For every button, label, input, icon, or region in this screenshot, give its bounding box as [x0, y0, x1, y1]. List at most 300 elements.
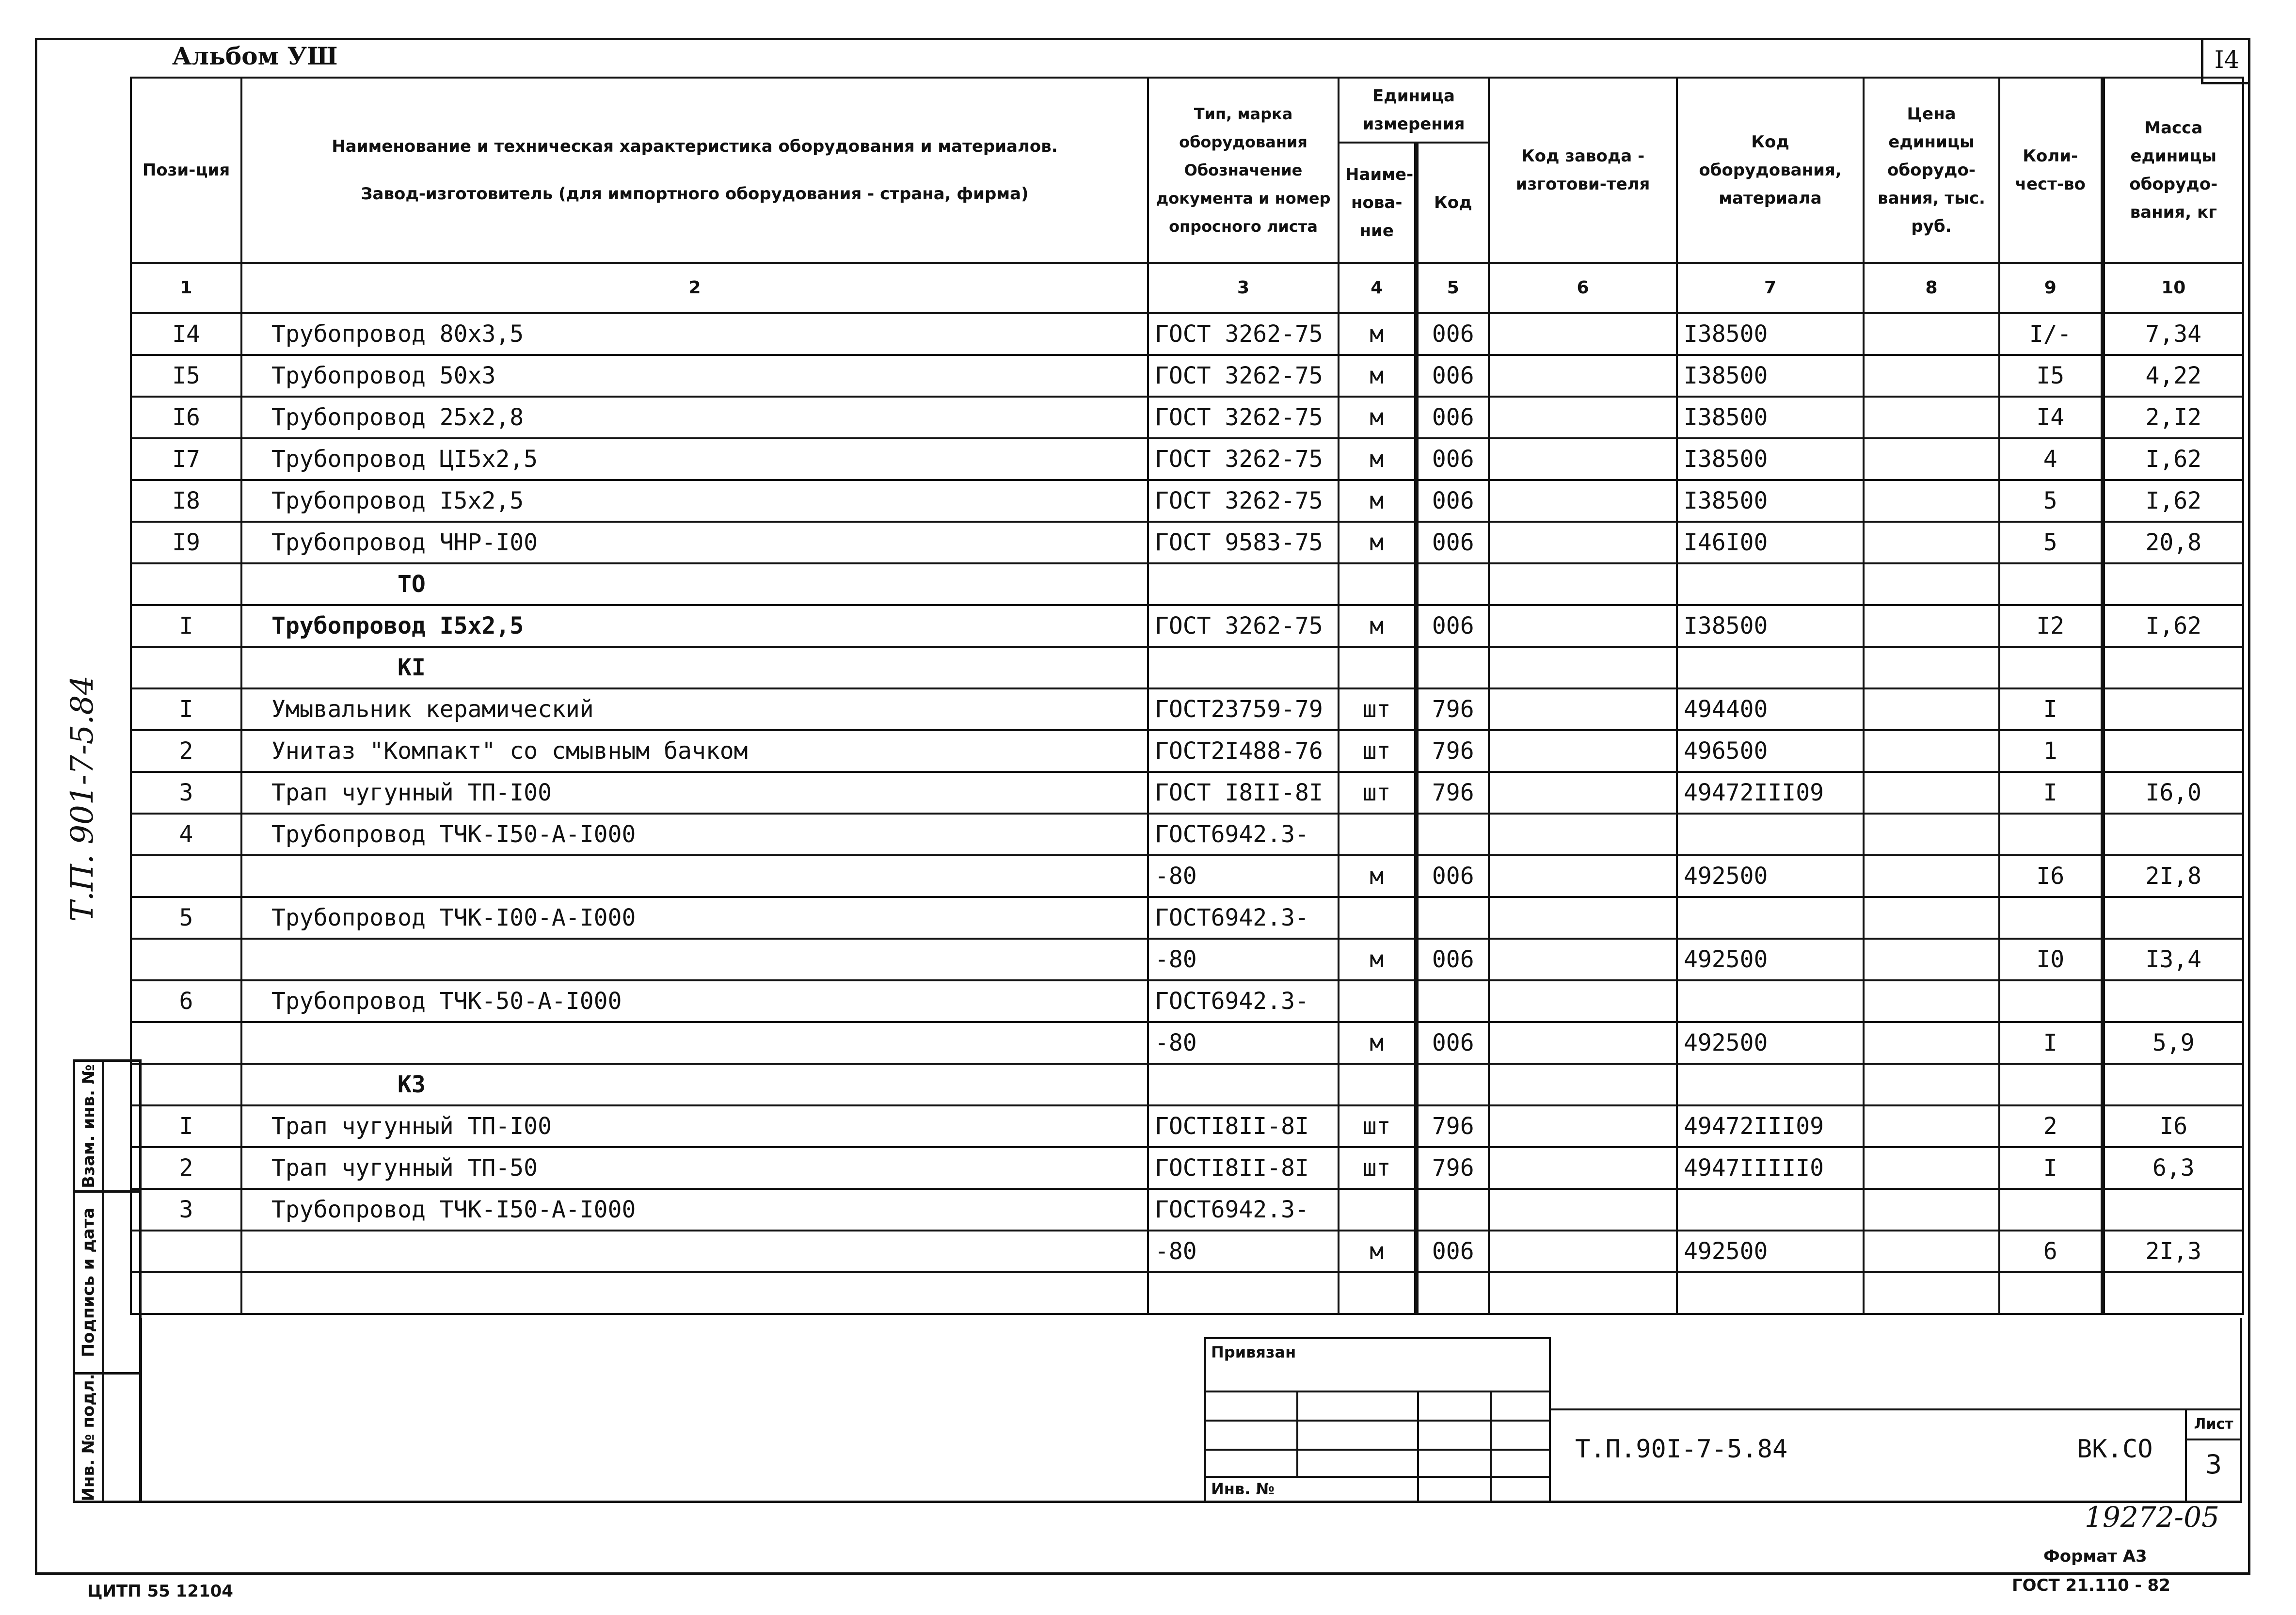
row-document	[1148, 1064, 1339, 1105]
row-quantity: 4	[1999, 438, 2103, 480]
row-unit-code: 796	[1416, 730, 1489, 772]
row-position	[131, 1022, 241, 1064]
title-block-main	[1549, 1408, 2242, 1503]
row-factory-code	[1489, 1105, 1677, 1147]
table-row	[131, 855, 2243, 897]
row-name: Унитаз "Компакт" со смывным бачком	[241, 730, 1148, 772]
page-number-box: I4	[2201, 38, 2250, 84]
row-document	[1148, 563, 1339, 605]
format-label: Формат А3	[2043, 1547, 2147, 1566]
row-quantity: I0	[1999, 939, 2103, 980]
row-mass	[2103, 730, 2243, 772]
inv-original-block	[73, 1372, 142, 1503]
row-mass: 5,9	[2103, 1022, 2243, 1064]
row-unit-code: 796	[1416, 1105, 1489, 1147]
row-equipment-code: I38500	[1677, 480, 1864, 522]
table-row	[131, 563, 2243, 605]
row-unit-code	[1416, 814, 1489, 855]
row-name: Трап чугунный ТП-I00	[241, 772, 1148, 814]
row-document: ГОСТ 3262-75	[1148, 313, 1339, 355]
table-row	[131, 605, 2243, 647]
row-unit-name	[1339, 980, 1416, 1022]
table-row	[131, 1064, 2243, 1105]
row-factory-code	[1489, 397, 1677, 438]
drawing-mark: ВК.СО	[2077, 1435, 2153, 1464]
row-mass: I6	[2103, 1105, 2243, 1147]
bound-label: Привязан	[1211, 1343, 1296, 1361]
table-row	[131, 355, 2243, 397]
row-document: ГОСТI8II-8I	[1148, 1147, 1339, 1189]
row-unit-code: 006	[1416, 1022, 1489, 1064]
table-row	[131, 522, 2243, 563]
row-unit-name	[1339, 1064, 1416, 1105]
row-quantity	[1999, 1272, 2103, 1314]
row-position: I	[131, 605, 241, 647]
row-document: ГОСТ I8II-8I	[1148, 772, 1339, 814]
row-position	[131, 855, 241, 897]
table-row	[131, 897, 2243, 939]
row-unit-code: 006	[1416, 438, 1489, 480]
row-equipment-code: I46I00	[1677, 522, 1864, 563]
row-factory-code	[1489, 1231, 1677, 1272]
row-quantity: I	[1999, 1147, 2103, 1189]
row-equipment-code	[1677, 647, 1864, 688]
row-unit-code: 006	[1416, 605, 1489, 647]
row-position	[131, 563, 241, 605]
row-name: Трап чугунный ТП-I00	[241, 1105, 1148, 1147]
row-mass	[2103, 647, 2243, 688]
column-number: 8	[1864, 263, 1999, 313]
row-unit-name	[1339, 814, 1416, 855]
replace-inv-label: Взам. инв. №	[79, 1064, 98, 1188]
row-document: ГОСТ 9583-75	[1148, 522, 1339, 563]
header-name-line1: Наименование и техническая характеристика оборудования и материалов.	[332, 137, 1058, 156]
header-position: Пози-ция	[131, 78, 241, 263]
side-code-text: Т.П. 901-7-5.84	[64, 675, 100, 922]
row-name: Трубопровод I5x2,5	[241, 605, 1148, 647]
row-position: 3	[131, 1189, 241, 1231]
row-name: Трубопровод 25x2,8	[241, 397, 1148, 438]
row-name: Трубопровод 50x3	[241, 355, 1148, 397]
row-price	[1864, 897, 1999, 939]
row-unit-code	[1416, 980, 1489, 1022]
row-unit-name: шт	[1339, 1105, 1416, 1147]
row-price	[1864, 438, 1999, 480]
row-mass	[2103, 814, 2243, 855]
sheet-number: 3	[2205, 1449, 2222, 1480]
row-quantity: I5	[1999, 355, 2103, 397]
row-unit-code	[1416, 1189, 1489, 1231]
row-factory-code	[1489, 1189, 1677, 1231]
row-position: I9	[131, 522, 241, 563]
row-mass: I6,0	[2103, 772, 2243, 814]
row-document: ГОСТ 3262-75	[1148, 605, 1339, 647]
row-name: Умывальник керамический	[241, 688, 1148, 730]
row-equipment-code	[1677, 1189, 1864, 1231]
row-price	[1864, 1272, 1999, 1314]
row-unit-code: 796	[1416, 772, 1489, 814]
row-price	[1864, 939, 1999, 980]
row-factory-code	[1489, 939, 1677, 980]
row-unit-code	[1416, 1272, 1489, 1314]
specification-table	[130, 77, 2244, 1315]
row-factory-code	[1489, 1147, 1677, 1189]
header-unit-code: Код	[1416, 143, 1489, 263]
row-position: 5	[131, 897, 241, 939]
row-factory-code	[1489, 1064, 1677, 1105]
row-name: КI	[241, 647, 1148, 688]
row-unit-name	[1339, 897, 1416, 939]
row-document: ГОСТ 3262-75	[1148, 438, 1339, 480]
row-mass: 4,22	[2103, 355, 2243, 397]
row-price	[1864, 647, 1999, 688]
row-quantity: 5	[1999, 522, 2103, 563]
row-factory-code	[1489, 1272, 1677, 1314]
row-position: 2	[131, 1147, 241, 1189]
table-row	[131, 480, 2243, 522]
row-unit-code: 006	[1416, 939, 1489, 980]
row-factory-code	[1489, 605, 1677, 647]
row-quantity: I2	[1999, 605, 2103, 647]
row-factory-code	[1489, 1022, 1677, 1064]
row-equipment-code: I38500	[1677, 605, 1864, 647]
row-name: ТО	[241, 563, 1148, 605]
row-unit-name: м	[1339, 313, 1416, 355]
table-row	[131, 1147, 2243, 1189]
row-unit-name: м	[1339, 480, 1416, 522]
row-name: Трап чугунный ТП-50	[241, 1147, 1148, 1189]
row-position: 3	[131, 772, 241, 814]
row-price	[1864, 313, 1999, 355]
header-quantity: Коли-чест-во	[1999, 78, 2103, 263]
row-equipment-code: I38500	[1677, 355, 1864, 397]
row-mass: I,62	[2103, 605, 2243, 647]
sign-date-block	[73, 1190, 142, 1375]
row-equipment-code: I38500	[1677, 438, 1864, 480]
table-row	[131, 313, 2243, 355]
row-factory-code	[1489, 855, 1677, 897]
row-name	[241, 1272, 1148, 1314]
row-equipment-code	[1677, 897, 1864, 939]
row-unit-name: м	[1339, 1231, 1416, 1272]
row-mass: I3,4	[2103, 939, 2243, 980]
album-title: Альбом УШ	[172, 42, 338, 70]
row-document: -80	[1148, 1022, 1339, 1064]
row-position: I	[131, 1105, 241, 1147]
row-equipment-code: I38500	[1677, 397, 1864, 438]
row-name: Трубопровод ЦI5x2,5	[241, 438, 1148, 480]
header-price: Цена единицы оборудо-вания, тыс. руб.	[1864, 78, 1999, 263]
row-unit-name: шт	[1339, 730, 1416, 772]
row-price	[1864, 355, 1999, 397]
project-code: Т.П.90I-7-5.84	[1575, 1435, 1788, 1464]
header-type: Тип, марка оборудования Обозначение документа и номер опросного листа	[1148, 78, 1339, 263]
row-factory-code	[1489, 355, 1677, 397]
row-position: 6	[131, 980, 241, 1022]
row-position	[131, 1231, 241, 1272]
row-position: 4	[131, 814, 241, 855]
sheet-box	[2185, 1410, 2240, 1503]
row-equipment-code: 4947IIIII0	[1677, 1147, 1864, 1189]
row-factory-code	[1489, 313, 1677, 355]
row-factory-code	[1489, 647, 1677, 688]
row-quantity: I	[1999, 688, 2103, 730]
row-unit-name	[1339, 1189, 1416, 1231]
row-quantity	[1999, 814, 2103, 855]
row-name: Трубопровод ТЧК-50-А-I000	[241, 980, 1148, 1022]
column-number: 6	[1489, 263, 1677, 313]
row-mass	[2103, 688, 2243, 730]
row-name: Трубопровод ЧНР-I00	[241, 522, 1148, 563]
row-factory-code	[1489, 980, 1677, 1022]
row-equipment-code: 492500	[1677, 939, 1864, 980]
row-document: ГОСТ23759-79	[1148, 688, 1339, 730]
row-price	[1864, 855, 1999, 897]
row-mass	[2103, 1272, 2243, 1314]
row-unit-name: м	[1339, 522, 1416, 563]
row-price	[1864, 1064, 1999, 1105]
header-mass: Масса единицы оборудо-вания, кг	[2103, 78, 2243, 263]
column-number: 1	[131, 263, 241, 313]
row-factory-code	[1489, 897, 1677, 939]
row-document: -80	[1148, 855, 1339, 897]
row-name	[241, 939, 1148, 980]
row-price	[1864, 688, 1999, 730]
row-mass: 2I,8	[2103, 855, 2243, 897]
table-row	[131, 438, 2243, 480]
row-quantity: I/-	[1999, 313, 2103, 355]
row-unit-code: 006	[1416, 355, 1489, 397]
table-row	[131, 397, 2243, 438]
row-document: ГОСТ 3262-75	[1148, 397, 1339, 438]
row-price	[1864, 730, 1999, 772]
row-mass	[2103, 897, 2243, 939]
row-price	[1864, 1147, 1999, 1189]
row-document: -80	[1148, 939, 1339, 980]
row-quantity	[1999, 897, 2103, 939]
row-position: I	[131, 688, 241, 730]
sheet-label: Лист	[2187, 1410, 2240, 1440]
row-quantity	[1999, 647, 2103, 688]
row-unit-name: шт	[1339, 1147, 1416, 1189]
column-number: 3	[1148, 263, 1339, 313]
row-equipment-code: 496500	[1677, 730, 1864, 772]
header-name	[241, 78, 1148, 263]
row-equipment-code: 49472III09	[1677, 1105, 1864, 1147]
row-quantity: I4	[1999, 397, 2103, 438]
row-document	[1148, 647, 1339, 688]
row-unit-name: шт	[1339, 772, 1416, 814]
row-unit-code	[1416, 1064, 1489, 1105]
row-position	[131, 939, 241, 980]
row-factory-code	[1489, 480, 1677, 522]
row-unit-name: м	[1339, 438, 1416, 480]
row-name: Трубопровод ТЧК-I50-А-I000	[241, 1189, 1148, 1231]
row-factory-code	[1489, 438, 1677, 480]
row-price	[1864, 1105, 1999, 1147]
row-equipment-code	[1677, 1272, 1864, 1314]
row-document: ГОСТ6942.3-	[1148, 980, 1339, 1022]
row-unit-name: м	[1339, 355, 1416, 397]
header-name-line2: Завод-изготовитель (для импортного оборудования - страна, фирма)	[361, 184, 1029, 204]
column-number: 10	[2103, 263, 2243, 313]
header-factory-code: Код завода - изготови-теля	[1489, 78, 1677, 263]
row-quantity: 2	[1999, 1105, 2103, 1147]
row-position: 2	[131, 730, 241, 772]
table-body	[131, 313, 2243, 1314]
row-position	[131, 1272, 241, 1314]
column-number: 7	[1677, 263, 1864, 313]
row-unit-name: м	[1339, 939, 1416, 980]
row-position: I5	[131, 355, 241, 397]
table-row	[131, 647, 2243, 688]
row-unit-name: м	[1339, 397, 1416, 438]
row-position	[131, 1064, 241, 1105]
row-equipment-code: 494400	[1677, 688, 1864, 730]
row-quantity	[1999, 980, 2103, 1022]
replace-inv-block	[73, 1059, 142, 1193]
row-mass: 2I,3	[2103, 1231, 2243, 1272]
row-unit-name: м	[1339, 605, 1416, 647]
row-price	[1864, 397, 1999, 438]
row-unit-code: 006	[1416, 480, 1489, 522]
row-price	[1864, 522, 1999, 563]
printer-label: ЦИТП 55 12104	[87, 1582, 233, 1601]
row-factory-code	[1489, 730, 1677, 772]
row-name: Трубопровод ТЧК-I00-А-I000	[241, 897, 1148, 939]
row-unit-code	[1416, 897, 1489, 939]
inv-no-label: Инв. №	[1211, 1480, 1275, 1498]
row-document: ГОСТ6942.3-	[1148, 814, 1339, 855]
gost-label: ГОСТ 21.110 - 82	[2012, 1576, 2170, 1595]
row-unit-code: 796	[1416, 688, 1489, 730]
row-unit-code: 006	[1416, 1231, 1489, 1272]
row-factory-code	[1489, 772, 1677, 814]
table-row	[131, 814, 2243, 855]
row-unit-code: 796	[1416, 1147, 1489, 1189]
row-document: ГОСТ6942.3-	[1148, 897, 1339, 939]
table-row	[131, 1105, 2243, 1147]
row-equipment-code: 492500	[1677, 855, 1864, 897]
row-unit-name: м	[1339, 855, 1416, 897]
row-unit-code: 006	[1416, 522, 1489, 563]
row-factory-code	[1489, 563, 1677, 605]
table-row	[131, 688, 2243, 730]
row-mass: 20,8	[2103, 522, 2243, 563]
row-unit-name: м	[1339, 1022, 1416, 1064]
table-row	[131, 1272, 2243, 1314]
row-mass: 2,I2	[2103, 397, 2243, 438]
row-equipment-code: 492500	[1677, 1231, 1864, 1272]
row-equipment-code	[1677, 980, 1864, 1022]
row-unit-name	[1339, 1272, 1416, 1314]
row-unit-name	[1339, 563, 1416, 605]
header-unit-name: Наиме-нова-ние	[1339, 143, 1416, 263]
row-equipment-code	[1677, 1064, 1864, 1105]
table-row	[131, 1022, 2243, 1064]
row-name: Трубопровод 80x3,5	[241, 313, 1148, 355]
table-row	[131, 1231, 2243, 1272]
row-price	[1864, 1231, 1999, 1272]
row-factory-code	[1489, 522, 1677, 563]
column-number: 2	[241, 263, 1148, 313]
row-unit-code: 006	[1416, 313, 1489, 355]
row-factory-code	[1489, 688, 1677, 730]
row-equipment-code	[1677, 814, 1864, 855]
row-equipment-code: I38500	[1677, 313, 1864, 355]
row-price	[1864, 480, 1999, 522]
column-number: 9	[1999, 263, 2103, 313]
row-quantity: I6	[1999, 855, 2103, 897]
row-price	[1864, 772, 1999, 814]
row-price	[1864, 605, 1999, 647]
row-price	[1864, 980, 1999, 1022]
row-name	[241, 855, 1148, 897]
inv-original-label: Инв. № подл.	[79, 1374, 98, 1502]
row-position: I6	[131, 397, 241, 438]
row-document: ГОСТ 3262-75	[1148, 480, 1339, 522]
row-name	[241, 1231, 1148, 1272]
header-equipment-code: Код оборудования, материала	[1677, 78, 1864, 263]
row-mass: 6,3	[2103, 1147, 2243, 1189]
handwritten-number: 19272-05	[2085, 1501, 2219, 1534]
row-name: Трубопровод I5x2,5	[241, 480, 1148, 522]
row-name: Трубопровод ТЧК-I50-А-I000	[241, 814, 1148, 855]
row-equipment-code	[1677, 563, 1864, 605]
row-equipment-code: 492500	[1677, 1022, 1864, 1064]
table-row	[131, 772, 2243, 814]
row-unit-name: шт	[1339, 688, 1416, 730]
bound-grid	[1204, 1337, 1551, 1503]
row-quantity	[1999, 1064, 2103, 1105]
row-price	[1864, 1022, 1999, 1064]
row-document: ГОСТ2I488-76	[1148, 730, 1339, 772]
header-unit-group: Единица измерения	[1339, 78, 1489, 143]
row-unit-code	[1416, 647, 1489, 688]
row-factory-code	[1489, 814, 1677, 855]
row-quantity: 5	[1999, 480, 2103, 522]
row-quantity	[1999, 563, 2103, 605]
row-unit-code: 006	[1416, 397, 1489, 438]
row-equipment-code: 49472III09	[1677, 772, 1864, 814]
column-number: 4	[1339, 263, 1416, 313]
row-price	[1864, 563, 1999, 605]
row-mass	[2103, 563, 2243, 605]
row-quantity: 1	[1999, 730, 2103, 772]
row-document	[1148, 1272, 1339, 1314]
row-document: ГОСТ6942.3-	[1148, 1189, 1339, 1231]
row-name	[241, 1022, 1148, 1064]
row-unit-code	[1416, 563, 1489, 605]
row-mass: I,62	[2103, 480, 2243, 522]
row-document: ГОСТ 3262-75	[1148, 355, 1339, 397]
row-price	[1864, 1189, 1999, 1231]
row-mass	[2103, 980, 2243, 1022]
row-position: I4	[131, 313, 241, 355]
row-mass: I,62	[2103, 438, 2243, 480]
row-mass: 7,34	[2103, 313, 2243, 355]
row-position	[131, 647, 241, 688]
row-quantity: I	[1999, 1022, 2103, 1064]
row-mass	[2103, 1189, 2243, 1231]
row-name: К3	[241, 1064, 1148, 1105]
row-quantity	[1999, 1189, 2103, 1231]
row-position: I7	[131, 438, 241, 480]
row-unit-code: 006	[1416, 855, 1489, 897]
table-row	[131, 730, 2243, 772]
sign-date-label: Подпись и дата	[79, 1207, 98, 1358]
row-document: -80	[1148, 1231, 1339, 1272]
